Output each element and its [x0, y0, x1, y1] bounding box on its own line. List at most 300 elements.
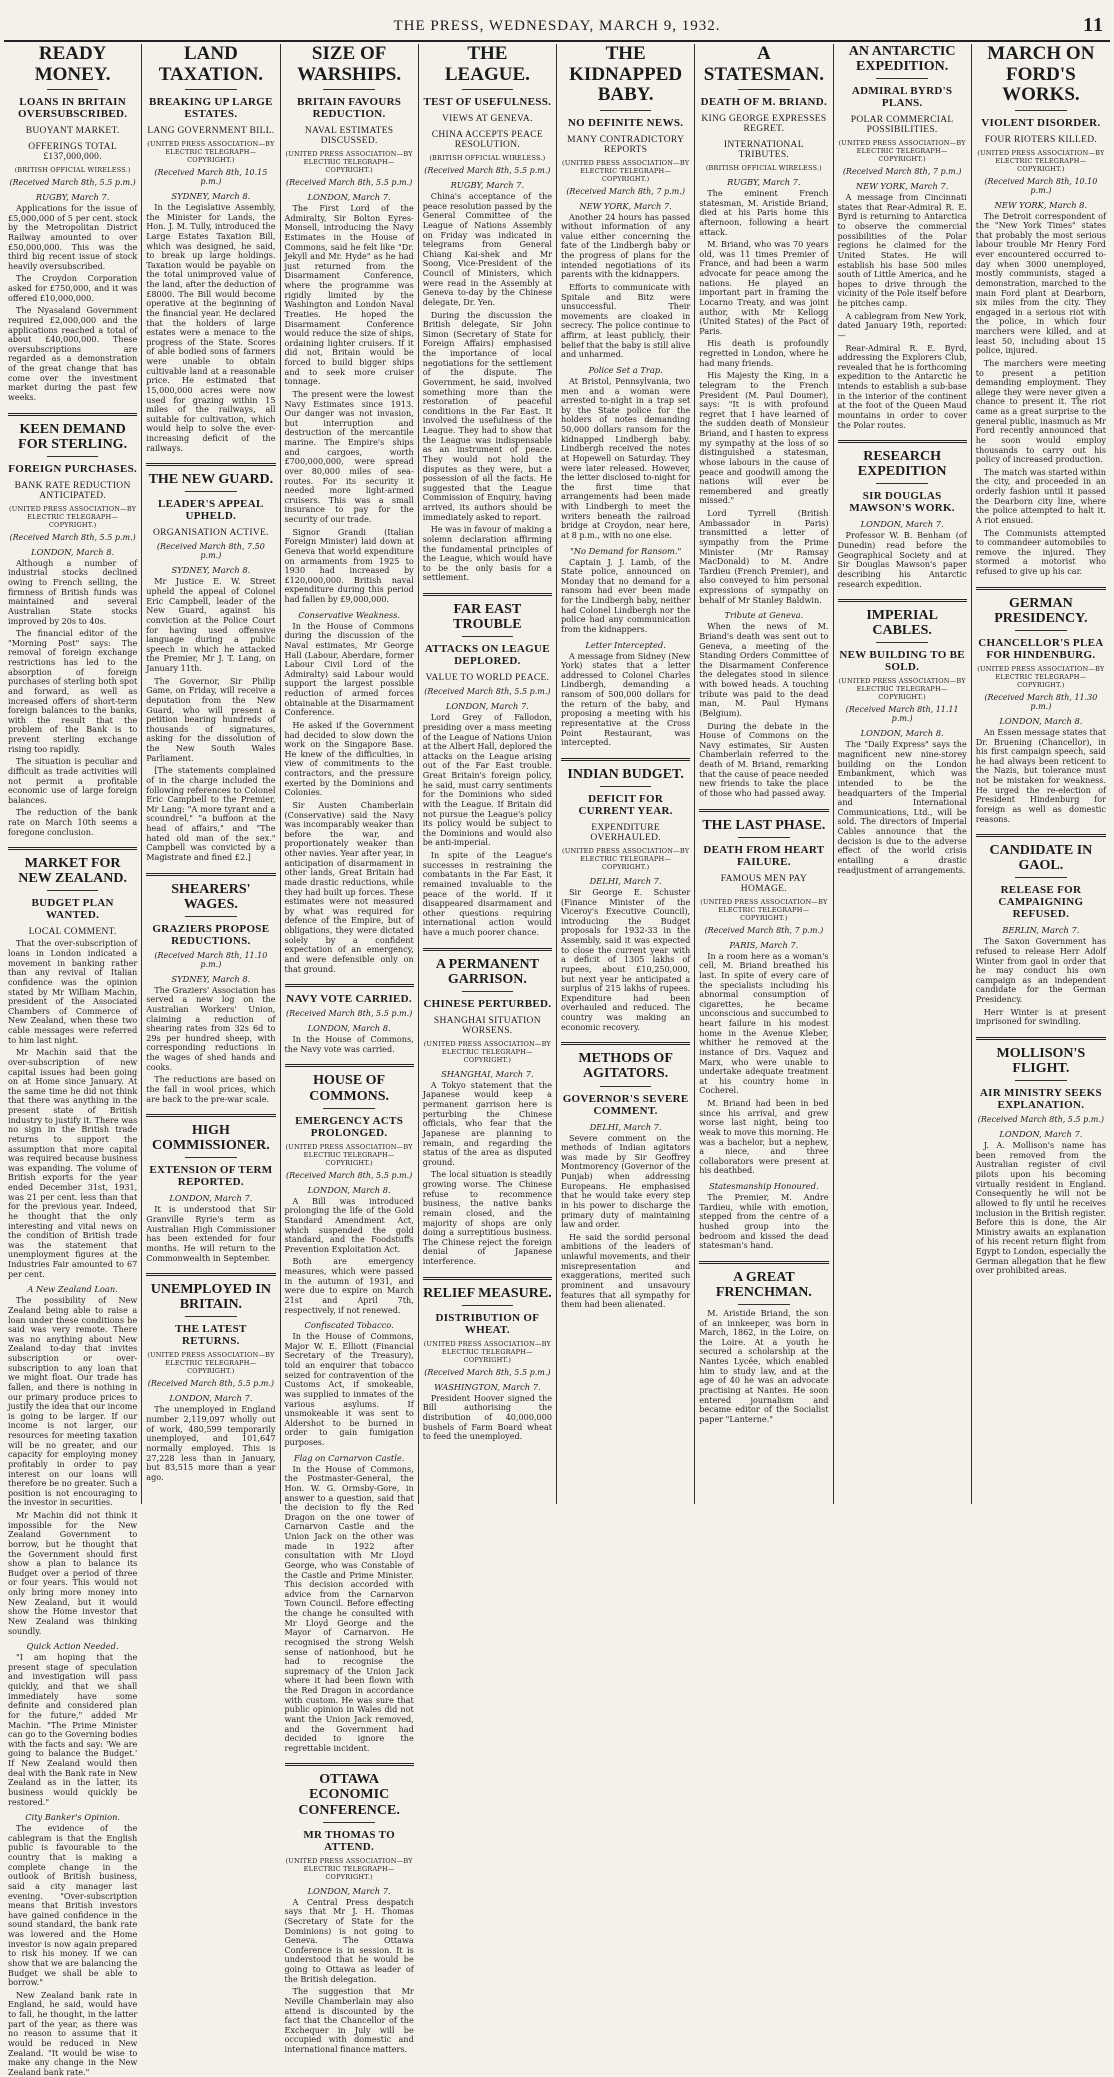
- article-divider: [285, 1763, 414, 1766]
- article: [8, 413, 137, 838]
- article-headline: IMPERIAL CABLES.: [866, 608, 938, 639]
- paragraph-subhead: LONDON, March 7.: [999, 1129, 1083, 1140]
- paragraph-subhead: SHANGHAI, March 7.: [441, 1068, 534, 1079]
- paragraph: It is understood that Sir Granville Ryrie's term as Australian High Commissioner has been extended for four months. He will return to the Commonwealth in September.: [146, 1204, 276, 1263]
- article-deck: POLAR COMMERCIAL POSSIBILITIES.: [850, 115, 954, 136]
- wire-credit: (UNITED PRESS ASSOCIATION—BY ELECTRIC TELEGRAPH—COPYRIGHT.): [838, 139, 966, 164]
- paragraph: Another 24 hours has passed without information of any value either concerning the fate of the Lindbergh baby or the progress of plans for the intended negotiations of its parents with the kidnappers.: [561, 211, 691, 280]
- masthead: [4, 4, 1110, 42]
- article-deck: CHINESE PERTURBED.: [423, 997, 552, 1010]
- headline-rule: [600, 1086, 652, 1087]
- paragraph: During the discussion the British delegate, Sir John Simon (Secretary of State for Foreign Affairs) emphasised the importance of local negotiations for the settlement of the dispute. The Government, he said, involved something more than the restoration of peaceful conditions in the Far East. It involved the usefulness of the League. They had to show that the League was indispensable as an instrument of peace. They would not hold the disputes as they were, but a possession of all the facts. He suggested that the League Commission of Enquiry, having arrived, its authors should be immediately asked to report.: [422, 309, 552, 522]
- article-headline: HIGH COMMISSIONER.: [151, 1123, 270, 1154]
- received-dateline: (Received March 8th, 7 p.m.): [704, 925, 824, 935]
- article-headline: RELIEF MEASURE.: [423, 1285, 552, 1301]
- headline-rule: [323, 1822, 375, 1823]
- paragraph: M. Briand, who was 70 years old, was 11 times Premier of France, and had been a warm advocate for peace among the nations. He played an important part in framing the Locarno Treaty, and was joint author, with Mr Kellogg (United States) of the Pact of Paris.: [699, 239, 829, 336]
- headline-rule: [323, 89, 375, 90]
- article: [423, 44, 552, 583]
- article-divider: [146, 873, 275, 876]
- received-dateline: (Received March 8th, 7 p.m.): [566, 186, 685, 196]
- paragraph: He said the sordid personal ambitions of the leaders of unlawful movements, and their misrepresentation and exaggerations, merited such prominent and unsavoury features that all sympathy for them had been alienated.: [561, 1231, 691, 1310]
- headline-rule: [600, 786, 652, 787]
- masthead-title: THE PRESS, WEDNESDAY, MARCH 9, 1932.: [393, 18, 721, 34]
- received-dateline: (Received March 8th, 7 p.m.): [842, 167, 962, 177]
- paragraph: In spite of the League's successes in restraining the combatants in the Far East, it remained invaluable to the peace of the world. If it disappeared disarmament and other questions requiring international action would have a much poorer chance.: [422, 850, 552, 937]
- article-headline: METHODS OF AGITATORS.: [578, 1051, 673, 1082]
- article-divider: [976, 587, 1106, 590]
- paragraph: Mr Machin did not think it impossible for the New Zealand Government to borrow, but he thought that the Government should first show a plan to balance its Budget over a period of three or four years. This would not only bring more money into New Zealand, but it would show the Home investor that New Zealand was thinking soundly.: [8, 1510, 138, 1636]
- article: [146, 873, 275, 1105]
- paragraph-subhead: RUGBY, March 7.: [727, 177, 801, 188]
- article-deck: BUOYANT MARKET.: [25, 126, 120, 137]
- paragraph: Sir George E. Schuster (Finance Minister of the Viceroy's Executive Council), introducing the Budget proposals for 1932-33 in the Assembly, said it was expected to close the current year with a deficit of 1305 lakhs of rupees, about £10,250,000, but next year he anticipated a surplus of 215 lakhs of rupees. Expenditure had been overhauled and reduced. The country was making an economic recovery.: [561, 886, 691, 1032]
- article: [699, 44, 828, 799]
- article-headline: LAND TAXATION.: [158, 43, 264, 85]
- article-headline: INDIAN BUDGET.: [567, 766, 684, 782]
- headline-rule: [462, 636, 514, 637]
- article-divider: [423, 593, 552, 596]
- paragraph-subhead: LONDON, March 7.: [445, 701, 529, 712]
- wire-credit: (UNITED PRESS ASSOCIATION—BY ELECTRIC TELEGRAPH—COPYRIGHT.): [977, 664, 1105, 689]
- page-number: 11: [1083, 14, 1104, 36]
- received-dateline: (Received March 8th, 7.50 p.m.): [156, 542, 265, 561]
- paragraph-subhead: Tribute at Geneva.: [724, 610, 804, 621]
- paragraph-subhead: LONDON, March 7.: [169, 1393, 253, 1404]
- article-deck: AIR MINISTRY SEEKS EXPLANATION.: [979, 1087, 1102, 1112]
- article: [146, 1273, 275, 1482]
- wire-credit: (UNITED PRESS ASSOCIATION—BY ELECTRIC TELEGRAPH—COPYRIGHT.): [423, 1339, 551, 1364]
- headline-rule: [600, 110, 652, 111]
- article-deck: NEW BUILDING TO BE SOLD.: [839, 649, 965, 674]
- paragraph: Lord Tyrrell (British Ambassador in Paris) transmitted a letter of sympathy from the Prime Minister (Mr Ramsay MacDonald) to M. Andre Tardieu (French Premier), and also conveyed to him personal expressions of sympathy on behalf of Mr Stanley Baldwin.: [699, 508, 829, 605]
- article-headline: MARCH ON FORD'S WORKS.: [987, 43, 1095, 106]
- paragraph: President Hoover signed the Bill authorising the distribution of 40,000,000 bushels of Farm Board wheat to feed the unemployed.: [422, 1392, 552, 1442]
- article: [699, 809, 828, 1251]
- paragraph-subhead: Conservative Weakness.: [298, 609, 401, 620]
- paragraph: The Premier, M. Andre Tardieu, while with emotion, stepped from the centre of a hushed group into the bedroom and kissed the dead statesman's hand.: [699, 1192, 829, 1251]
- column-4: [419, 44, 557, 1504]
- received-dateline: (Received March 8th, 5.5 p.m.): [424, 1367, 551, 1377]
- paragraph: In the House of Commons during the discussion of the Naval estimates, Mr George Hall (Labour, Aberdare, former Labour Civil Lord of the Admiralty) said Labour would support the largest possible reduction of armed forces obtainable at the Disarmament Conference.: [284, 620, 414, 718]
- article: [285, 44, 414, 974]
- article-deck: EXTENSION OF TERM REPORTED.: [149, 1164, 273, 1189]
- paragraph: The financial editor of the "Morning Post" says: The removal of foreign exchange restrictions has led to the absorption of foreign purchases of sterling both spot and forward, as well as increased offers of short-term foreign balances to the banks, with the result that the problem of the Bank is to prevent sterling exchange rising too rapidly.: [8, 628, 138, 754]
- wire-credit: (BRITISH OFFICIAL WIRELESS.): [14, 166, 131, 175]
- column-2: [142, 44, 280, 1504]
- article-divider: [838, 440, 967, 443]
- article: [146, 44, 275, 453]
- headline-rule: [47, 890, 99, 891]
- paragraph-subhead: LONDON, March 7.: [307, 1885, 391, 1896]
- received-dateline: (Received March 8th, 5.5 p.m.): [285, 1009, 413, 1019]
- article-divider: [699, 809, 828, 812]
- article: [285, 984, 414, 1054]
- paragraph-subhead: LONDON, March 7.: [860, 519, 944, 530]
- paragraph: When the news of M. Briand's death was sent out to Geneva, a meeting of the Standing Orders Committee of the Disarmament Conference the delegates stood in silence with bowed heads. A touching tribute was paid to the dead man, M. Paul Hymans (Belgium).: [699, 621, 829, 718]
- article-deck: SHANGHAI SITUATION WORSENS.: [433, 1015, 541, 1036]
- headline-rule: [876, 78, 928, 79]
- article-deck: FOUR RIOTERS KILLED.: [984, 134, 1098, 145]
- wire-credit: (UNITED PRESS ASSOCIATION—BY ELECTRIC TELEGRAPH—COPYRIGHT.): [423, 1039, 551, 1064]
- article: [285, 1064, 414, 1753]
- paragraph: A message from Cincinnati states that Rear-Admiral R. E. Byrd is returning to Antarctica to observe the commercial possibilities of the Polar regions he claimed for the United States. He will establish his base 500 miles south of Little America, and he hopes to drive through the vicinity of the Pole itself before he pitches camp.: [837, 192, 967, 309]
- article-divider: [976, 1037, 1106, 1040]
- paragraph: A Bill was introduced prolonging the life of the Gold Standard Amendment Act, which suspended the gold standard, and the Foodstuffs Prevention Exploitation Act.: [284, 1195, 414, 1254]
- article-divider: [285, 984, 414, 987]
- received-dateline: (Received March 8th, 11.10 p.m.): [154, 950, 268, 969]
- headline-rule: [185, 1157, 237, 1158]
- article: [423, 948, 552, 1267]
- paragraph: In the Legislative Assembly, the Minister for Lands, the Hon. J. M. Tully, introduced the Large Estates Taxation Bill, which was designed, he said, to break up large holdings. Taxation would be payable on the total unimproved value of the land, after the deduction of £8000. The Bill would become operative at the beginning of the financial year. He declared that the holders of large estates were a menace to the progress of the State. Scores of able bodied sons of farmers were unable to obtain cultivable land at a reasonable price. He estimated that 15,000,000 acres were now used for grazing within 15 miles of the railways, all suitable for cultivation, which would help to solve the ever-increasing deficit of the railways.: [146, 202, 276, 453]
- article-deck: SIR DOUGLAS MAWSON'S WORK.: [849, 490, 955, 515]
- article-headline: MOLLISON'S FLIGHT.: [996, 1045, 1086, 1077]
- paragraph-subhead: LONDON, March 7.: [307, 192, 391, 203]
- paragraph: A message from Sidney (New York) states that a letter addressed to Colonel Charles Lindbergh, demanding a ransom of 500,000 dollars for the return of the baby, and proposing a meeting with his representative at the Cross Point Restaurant, was intercepted.: [561, 650, 691, 748]
- article: [561, 758, 690, 1032]
- article-divider: [561, 1042, 690, 1045]
- article: [8, 847, 137, 2077]
- paragraph: The "Daily Express" says the magnificent new nine-storey building on the London Embankment, which was intended to be the headquarters of the Imperial and International Communications, Ltd., will be sold. The directors of Imperial Cables announce that the decision is due to the adverse effect of the world crisis entailing a drastic readjustment of arrangements.: [837, 739, 967, 875]
- paragraph: In the House of Commons, the Navy vote was carried.: [284, 1034, 414, 1054]
- paragraph: M. Aristide Briand, the son of an innkeeper, was born in March, 1862, in the Loire, on the Loire. At a youth he secured a scholarship at the Nantes Lycée, which enabled him to study law, and at the age of 40 he was an advocate practising at Nantes. He soon entered journalism and became editor of the Socialist paper "Lanterne.": [699, 1307, 829, 1424]
- paragraph: Lord Grey of Fallodon, presiding over a mass meeting of the League of Nations Union at the Albert Hall, deplored the attacks on the League arising out of the Far East trouble. Great Britain's foreign policy, he said, must carry sentiments for the Dominions who sided with the League. If Britain did not pursue the League's policy its policy would be subject to the Dominions and would also be anti-imperial.: [422, 712, 552, 848]
- article-deck: ORGANISATION ACTIVE.: [152, 528, 269, 539]
- headline-rule: [185, 89, 237, 90]
- article-headline: MARKET FOR NEW ZEALAND.: [18, 856, 127, 887]
- paragraph: Herr Winter is at present imprisoned for swindling.: [975, 1006, 1106, 1027]
- article-divider: [423, 948, 552, 951]
- article-headline: SIZE OF WARSHIPS.: [297, 43, 402, 85]
- article-deck: RELEASE FOR CAMPAIGNING REFUSED.: [998, 884, 1084, 921]
- paragraph: An Essen message states that Dr. Bruening (Chancellor), in his first campaign speech, said he had always been reticent to the Nazis, but tolerance must not be mistaken for weakness. He urged the re-election of President Hindenburg for foreign as well as domestic reasons.: [975, 726, 1106, 824]
- paragraph: Signor Grandi (Italian Foreign Minister) laid down at Geneva that world expenditure on armaments from 1925 to 1930 had increased by £120,000,000. British naval expenditure during this period had fallen by £9,000,000.: [284, 526, 414, 605]
- article-deck: DEATH FROM HEART FAILURE.: [703, 843, 825, 868]
- article: [423, 1277, 552, 1442]
- column-6: [695, 44, 833, 1504]
- wire-credit: (UNITED PRESS ASSOCIATION—BY ELECTRIC TELEGRAPH—COPYRIGHT.): [147, 1351, 275, 1376]
- headline-rule: [462, 991, 514, 992]
- article: [561, 44, 690, 748]
- article-headline: UNEMPLOYED IN BRITAIN.: [150, 1282, 271, 1313]
- article-headline: THE LEAGUE.: [444, 43, 530, 85]
- article-divider: [146, 1273, 275, 1276]
- paragraph-subhead: Police Set a Trap.: [588, 364, 663, 375]
- paragraph-subhead: LONDON, March 8.: [31, 546, 115, 557]
- paragraph: The Nyasaland Government required £2,000,000 and the applications reached a total of about £40,000,000. These oversubscriptions are regarded as a demonstration of the great change that has come over the investment market during the past few weeks.: [8, 305, 138, 402]
- paragraph-subhead: City Banker's Opinion.: [25, 1812, 121, 1823]
- column-3: [281, 43, 419, 2055]
- paragraph: Rear-Admiral R. E. Byrd, addressing the Explorers Club, revealed that he is forthcoming expedition to the Antarctic he intends to establish a sub-base in the interior of the continent at the foot of the Queen Maud mountains in order to cover the Polar routes.: [837, 342, 967, 430]
- received-dateline: (Received March 8th, 5.5 p.m.): [9, 532, 136, 542]
- wire-credit: (UNITED PRESS ASSOCIATION—BY ELECTRIC TELEGRAPH—COPYRIGHT.): [700, 897, 828, 922]
- article-headline: THE KIDNAPPED BABY.: [569, 43, 683, 106]
- paragraph-subhead: Letter Intercepted.: [585, 639, 666, 650]
- paragraph: The unemployed in England number 2,119,097 wholly out of work, 480,599 temporarily unemployed, and 101,647 normally employed. This is 27,228 less than in January, but 83,515 more than a year ago.: [146, 1404, 276, 1482]
- headline-rule: [47, 89, 99, 90]
- article-deck: BUDGET PLAN WANTED.: [31, 897, 114, 922]
- columns-container: [4, 43, 1110, 2077]
- article: [838, 440, 967, 589]
- wire-credit: (UNITED PRESS ASSOCIATION—BY ELECTRIC TELEGRAPH—COPYRIGHT.): [285, 1142, 413, 1167]
- received-dateline: (Received March 8th, 5.5 p.m.): [285, 178, 413, 188]
- received-dateline: (Received March 8th, 5.5 p.m.): [147, 1379, 274, 1389]
- paragraph: The Saxon Government has refused to release Herr Adolf Winter from gaol in order that he may conduct his own campaign as an independent candidate for the German Presidency.: [975, 936, 1106, 1005]
- headline-rule: [1015, 877, 1067, 878]
- paragraph: "I am hoping that the present stage of speculation and investigation will pass quickly, and that we shall immediately have some definite and considered plan for the future," added Mr Machin. "The Prime Minister can go to the Governing bodies with the facts and say: 'We are going to balance the Budget.' If New Zealand would then deal with the Bank rate in New Zealand as in the latter, its business would quickly be restored.": [8, 1652, 138, 1807]
- article-deck: VIEWS AT GENEVA.: [442, 114, 533, 125]
- paragraph-subhead: RUGBY, March 7.: [450, 180, 525, 191]
- article-divider: [699, 1261, 828, 1264]
- article: [8, 44, 137, 403]
- paragraph-subhead: LONDON, March 8.: [307, 1023, 391, 1034]
- article: [976, 587, 1106, 824]
- article-deck: NO DEFINITE NEWS.: [567, 116, 684, 129]
- paragraph: The Communists attempted to commandeer automobiles to remove the injured. They stormed a motorist who refused to give up his car.: [975, 527, 1106, 577]
- paragraph: He was in favour of making a solemn declaration affirming the fundamental principles of the League, which would have to be the only basis for a settlement.: [422, 524, 552, 583]
- paragraph-subhead: LONDON, March 7.: [169, 1193, 253, 1204]
- article-deck: LEADER'S APPEAL UPHELD.: [158, 498, 264, 523]
- paragraph-subhead: DELHI, March 7.: [589, 1121, 662, 1132]
- paragraph-subhead: "No Demand for Ransom.": [569, 545, 682, 556]
- article-headline: AN ANTARCTIC EXPEDITION.: [848, 44, 956, 75]
- article-deck: NAVY VOTE CARRIED.: [286, 993, 412, 1006]
- paragraph: [The statements complained of in the charge included the following references to Colonel Eric Campbell to the Premier, Mr Lang: "A more tyrant and a scoundrel," "a buffoon at the head of affairs," and "The hated old man of the sex." Campbell was convicted by a Magistrate and fined £2.]: [146, 765, 276, 862]
- article-divider: [8, 847, 137, 850]
- paragraph: The Governor, Sir Philip Game, on Friday, will receive a deputation from the New Guard, who will present a petition bearing hundreds of thousands of signatures, asking for the dissolution of the New South Wales Parliament.: [146, 675, 276, 763]
- paragraph-subhead: BERLIN, March 7.: [1002, 925, 1080, 936]
- paragraph-subhead: LONDON, March 8.: [860, 728, 944, 739]
- headline-rule: [738, 1304, 790, 1305]
- article-deck: INTERNATIONAL TRIBUTES.: [723, 140, 804, 161]
- received-dateline: (Received March 8th, 5.5 p.m.): [424, 166, 551, 176]
- paragraph: The marchers were meeting to present a petition demanding employment. They allege they were never given a chance to present it. The riot came as a great surprise to the general public, inasmuch as Mr Ford recently announced that he soon would employ thousands to carry out his policy of increased production.: [975, 357, 1106, 465]
- article-headline: CANDIDATE IN GAOL.: [989, 843, 1093, 874]
- article-headline: FAR EAST TROUBLE: [453, 602, 522, 633]
- article-deck: ATTACKS ON LEAGUE DEPLORED.: [424, 643, 550, 668]
- received-dateline: (Received March 8th, 5.5 p.m.): [424, 687, 551, 697]
- column-8: [972, 44, 1110, 1504]
- article-divider: [561, 758, 690, 761]
- received-dateline: (Received March 8th, 10.15 p.m.): [154, 168, 268, 187]
- article-deck: MANY CONTRADICTORY REPORTS: [567, 134, 685, 155]
- received-dateline: (Received March 8th, 10.10 p.m.): [984, 176, 1098, 195]
- paragraph: In the House of Commons, the Postmaster-General, the Hon. W. G. Ormsby-Gore, in answer to a question, said that the decision to fly the Red Dragon on the one tower of Carnarvon Castle and the Union Jack on the other was made in 1922 after consultation with Mr Lloyd George, who was Constable of the Castle and Prime Minister. This decision accorded with advice from the Carnarvon Town Council. Before effecting the change he consulted with Mr Lloyd George and the Mayor of Carnarvon. He recognised the strong Welsh sense of nationhood, but he had to recognise the supremacy of the Union Jack where it had been flown with the Red Dragon in accordance with custom. He was sure that public opinion in Wales did not want the Union Jack removed, and the Government had decided to ignore the regrettable incident.: [284, 1463, 414, 1753]
- article-deck: BREAKING UP LARGE ESTATES.: [149, 96, 273, 121]
- paragraph: The Graziers' Association has served a new log on the Australian Workers' Union, claiming a reduction of shearing rates from 32s 6d to 29s per hundred sheep, with corresponding reductions in the wages of shed hands and cooks.: [146, 984, 276, 1072]
- paragraph-subhead: WASHINGTON, March 7.: [434, 1381, 541, 1392]
- article-headline: KEEN DEMAND FOR STERLING.: [18, 421, 128, 452]
- article-deck: VALUE TO WORLD PEACE.: [425, 673, 550, 684]
- article-headline: RESEARCH EXPEDITION: [857, 449, 947, 480]
- paragraph: A cablegram from New York, dated January 19th, reported:—: [837, 310, 967, 340]
- wire-credit: (UNITED PRESS ASSOCIATION—BY ELECTRIC TELEGRAPH—COPYRIGHT.): [977, 148, 1105, 173]
- received-dateline: (Received March 8th, 11.11 p.m.): [845, 705, 959, 724]
- paragraph: In the House of Commons, Major W. E. Elliott (Financial Secretary of the Treasury), told an enquirer that tobacco seized for contravention of the Customs Act, if smokeable, was supplied to inmates of the various asylums. If unsmokeable it was sent to Aldershot to be burned in order to gain fumigation purposes.: [284, 1331, 414, 1447]
- paragraph-subhead: A New Zealand Loan.: [27, 1284, 118, 1295]
- article-deck: LOCAL COMMENT.: [28, 927, 117, 938]
- article-deck: GRAZIERS PROPOSE REDUCTIONS.: [152, 922, 270, 947]
- paragraph: His death is profoundly regretted in London, where he had many friends.: [699, 338, 829, 368]
- paragraph-subhead: NEW YORK, March 8.: [994, 199, 1088, 210]
- paragraph-subhead: NEW YORK, March 7.: [855, 181, 949, 192]
- paragraph: A Tokyo statement that the Japanese would keep a permanent garrison here is perturbing the Chinese officials, who fear that the Japanese are planning to remain, and regarding the status of the area as disputed ground.: [422, 1079, 552, 1167]
- article: [699, 1261, 828, 1425]
- paragraph: The First Lord of the Admiralty, Sir Bolton Eyres-Monsell, introducing the Navy Estimates in the House of Commons, said he felt like "Dr. Jekyll and Mr. Hyde" as he had just returned from the Disarmament Conference, where the programme was rigidly limited by the Washington and London Naval Treaties. He hoped the Disarmament Conference would reduce the size of ships, ordaining lighter cruisers. If it did not, Britain would be forced to build bigger ships and to seek more cruiser tonnage.: [284, 203, 414, 387]
- article-divider: [146, 1114, 275, 1117]
- paragraph: Captain J. J. Lamb, of the State police, announced on Monday that no demand for a ransom had ever been made for the Lindbergh baby, neither had Colonel Lindbergh nor the police had any communication from the kidnappers.: [561, 556, 691, 634]
- column-7: [834, 44, 972, 1504]
- article-divider: [838, 599, 967, 602]
- received-dateline: (Received March 8th, 11.30 p.m.): [984, 692, 1098, 711]
- paragraph-subhead: SYDNEY, March 8.: [171, 565, 251, 576]
- article-deck: LANG GOVERNMENT BILL.: [147, 126, 275, 137]
- article-deck: FOREIGN PURCHASES.: [8, 462, 138, 475]
- paragraph: Although a number of industrial stocks declined owing to French selling, the firmness of British funds was maintained and several Australian State stocks improved by 20s to 40s.: [8, 557, 138, 626]
- paragraph: The evidence of the cablegram is that the English public is favourable to the country that is making a complete change in the outlook of British business, said a city manager last evening. "Over-subscription means that British investors have gained confidence in the sound standard, the bank rate was lowered and the Home investor is now again prepared to risk his money. If we can show that we are balancing the Budget we shall be able to borrow.": [8, 1823, 138, 1988]
- article-headline: GERMAN PRESIDENCY.: [994, 595, 1088, 626]
- headline-rule: [1015, 1080, 1067, 1081]
- headline-rule: [185, 916, 237, 917]
- article-headline: OTTAWA ECONOMIC CONFERENCE.: [298, 1772, 400, 1818]
- headline-rule: [738, 89, 790, 90]
- article-headline: HOUSE OF COMMONS.: [309, 1073, 389, 1104]
- column-1: [4, 43, 142, 2077]
- article-divider: [423, 1277, 552, 1280]
- article: [976, 1037, 1106, 1276]
- wire-credit: (BRITISH OFFICIAL WIRELESS.): [705, 164, 822, 173]
- headline-rule: [185, 1316, 237, 1317]
- article-deck: MR THOMAS TO ATTEND.: [303, 1828, 395, 1853]
- paragraph: He asked if the Government had decided to slow down the work on the Singapore Base. He knew of the difficulties, in view of commitments to the contractors, and the pressure exerted by the Dominions and Colonies.: [284, 719, 414, 798]
- headline-rule: [1015, 110, 1067, 111]
- article-deck: CHINA ACCEPTS PEACE RESOLUTION.: [431, 130, 544, 151]
- article: [146, 463, 275, 862]
- article-deck: TEST OF USEFULNESS.: [423, 96, 552, 109]
- wire-credit: (UNITED PRESS ASSOCIATION—BY ELECTRIC TELEGRAPH—COPYRIGHT.): [147, 140, 275, 165]
- paragraph-subhead: NEW YORK, March 7.: [579, 200, 672, 211]
- article: [561, 1042, 690, 1309]
- headline-rule: [738, 837, 790, 838]
- headline-rule: [462, 1305, 514, 1306]
- article: [423, 593, 552, 938]
- wire-credit: (UNITED PRESS ASSOCIATION—BY ELECTRIC TELEGRAPH—COPYRIGHT.): [562, 846, 690, 871]
- article-deck: ADMIRAL BYRD'S PLANS.: [851, 85, 953, 110]
- paragraph: At Bristol, Pennsylvania, two men and a woman were arrested to-night in a trap set by the State police for the holders of notes demanding 50,000 dollars ransom for the kidnapped Lindbergh baby. Lindbergh received the notes at Hopewell on Saturday. They were later released. However, the letter disclosed to-night for the first time that arrangements had been made with Lindbergh to meet the writers beneath the railroad bridge at Croydon, near here, at 8 p.m., with no one else.: [561, 375, 691, 540]
- paragraph: The match was started within the city, and proceeded in an orderly fashion until it passed the Dearborn city line, where the police attempted to halt it. A riot ensued.: [975, 466, 1106, 525]
- article-deck: DISTRIBUTION OF WHEAT.: [435, 1311, 540, 1336]
- article: [976, 44, 1106, 577]
- newspaper-page: [4, 4, 1110, 2077]
- article-deck: DEFICIT FOR CURRENT YEAR.: [578, 792, 673, 817]
- article-deck: EXPENDITURE OVERHAULED.: [590, 822, 661, 843]
- received-dateline: (Received March 8th, 5.5 p.m.): [285, 1170, 413, 1180]
- article-deck: THE LATEST RETURNS.: [175, 1323, 247, 1348]
- wire-credit: (BRITISH OFFICIAL WIRELESS.): [429, 154, 546, 163]
- article-deck: EMERGENCY ACTS PROLONGED.: [295, 1114, 404, 1139]
- headline-rule: [47, 456, 99, 457]
- article: [838, 599, 967, 875]
- article-headline: READY MONEY.: [34, 43, 111, 85]
- paragraph: Both are emergency measures, which were passed in the autumn of 1931, and were due to expire on March 21st and April 7th, respectively, if not renewed.: [284, 1256, 414, 1315]
- paragraph-subhead: Statesmanship Honoured.: [709, 1181, 819, 1192]
- article-headline: A STATESMAN.: [703, 43, 824, 85]
- headline-rule: [462, 89, 514, 90]
- article-deck: GOVERNOR'S SEVERE COMMENT.: [562, 1092, 689, 1117]
- paragraph: That the over-subscription of loans in London indicated a movement in banking rather than any revival of Italian confidence was the opinion stated by Mr William Machin, president of the Associated Chambers of Commerce of New Zealand, when these two cable messages were referred to him last night.: [8, 938, 138, 1045]
- received-dateline: (Received March 8th, 5.5 p.m.): [9, 178, 136, 188]
- paragraph: Mr Justice E. W. Street upheld the appeal of Colonel Eric Campbell, leader of the New Guard, against his conviction at the Police Court for having used offensive language during a public speech in which he attacked the Premier, Mr J. T. Lang, on January 11th.: [146, 576, 276, 674]
- paragraph-subhead: SYDNEY, March 8.: [171, 191, 251, 202]
- paragraph-subhead: Confiscated Tobacco.: [304, 1320, 394, 1331]
- wire-credit: (UNITED PRESS ASSOCIATION—BY ELECTRIC TELEGRAPH—COPYRIGHT.): [838, 677, 966, 702]
- article: [285, 1763, 414, 2054]
- paragraph: J. A. Mollison's name has been removed from the Australian register of civil pilots upon his becoming virtually resident in England. Consequently he will not be allowed to fly until he receives inclusion in the British register. Before this is done, the Air Ministry awaits an explanation of his recent return flight from Egypt to London, especially the German allegation that he flew over prohibited areas.: [975, 1140, 1106, 1276]
- paragraph-subhead: LONDON, March 8.: [999, 715, 1083, 726]
- paragraph: The eminent French statesman, M. Aristide Briand, died at his Paris home this afternoon, following a heart attack.: [699, 188, 829, 237]
- wire-credit: (UNITED PRESS ASSOCIATION—BY ELECTRIC TELEGRAPH—COPYRIGHT.): [9, 504, 137, 529]
- paragraph: The present were the lowest Navy Estimates since 1913. Our danger was not invasion, but interruption and destruction of the mercantile marine. The Empire's ships and cargoes, worth £700,000,000, were spread over 80,000 miles of sea-routes. For its security it needed more light-armed cruisers. This was a small insurance to pay for the security of our trade.: [284, 388, 414, 525]
- paragraph: China's acceptance of the peace resolution passed by the General Committee of the League of Nations Assembly on Friday was indicated in telegrams from General Chiang Kai-shek and Mr Soong, Vice-President of the Council of Ministers, which were read in the Assembly at Geneva to-day by the Chinese delegate, Dr. Yen.: [422, 191, 552, 307]
- paragraph: The local situation is steadily growing worse. The Chinese refuse to recommence business, the native banks remain closed, and the majority of shops are only doing a surreptitious business. The Chinese reject the foreign denial of Japanese interference.: [422, 1169, 552, 1267]
- article-deck: CHANCELLOR'S PLEA FOR HINDENBURG.: [978, 636, 1104, 661]
- article-divider: [146, 463, 275, 466]
- paragraph: The reduction of the bank rate on March 10th seems a foregone conclusion.: [8, 807, 138, 837]
- article-divider: [976, 834, 1106, 837]
- article-headline: A GREAT FRENCHMAN.: [715, 1269, 812, 1300]
- article: [976, 834, 1106, 1027]
- headline-rule: [1015, 630, 1067, 631]
- headline-rule: [323, 1108, 375, 1109]
- paragraph-subhead: Flag on Carnarvon Castle.: [293, 1452, 405, 1463]
- article-deck: VIOLENT DISORDER.: [981, 116, 1101, 129]
- article: [146, 1114, 275, 1263]
- wire-credit: (UNITED PRESS ASSOCIATION—BY ELECTRIC TELEGRAPH—COPYRIGHT.): [562, 158, 690, 183]
- paragraph: Severe comment on the methods of Indian agitators was made by Sir Geoffrey Montmorency (Governor of the Punjab) when addressing Europeans. He emphasised that he would take every step in his power to discharge the primary duty of maintaining law and order.: [561, 1132, 691, 1230]
- paragraph-subhead: LONDON, March 8.: [307, 1184, 391, 1195]
- paragraph: The situation is peculiar and difficult as trade activities will not permit a profitable economic use of large foreign balances.: [8, 756, 138, 805]
- paragraph: Efforts to communicate with Spitale and Bitz were unsuccessful. Their movements are cloaked in secrecy. The police continue to affirm, at least publicly, their belief that the baby is still alive and unharmed.: [561, 281, 691, 360]
- article-deck: OFFERINGS TOTAL £137,000,000.: [28, 142, 117, 163]
- paragraph: His Majesty the King, in a telegram to the French President (M. Paul Doumer), says: "It is with profound regret that I have learned of the sudden death of Monsieur Briand, and I hasten to express my sympathy at the loss of so distinguished a statesman, whose labours in the cause of peace and goodwill among the nations will ever be remembered and greatly missed.": [699, 370, 829, 506]
- paragraph: The possibility of New Zealand being able to raise a loan under these conditions he said was very remote. There was no anything about New Zealand to-day that invites subscription or over-subscription to any loan that we might float. Our trade has fallen, and there is nothing in our primary produce prices to justify the idea that our income is going to be larger. If our income is not larger, our resources for meeting taxation will be no greater, and our capacity for employing money profitably in order to pay interest on our loans will therefore be no greater. Such a position is not encouraging to the investor in securities.: [8, 1295, 138, 1508]
- article-deck: NAVAL ESTIMATES DISCUSSED.: [304, 126, 394, 147]
- paragraph: Professor W. B. Benham (of Dunedin) read before the Geographical Society and at Sir Douglas Mawson's paper describing his Antarctic research expedition.: [837, 530, 967, 589]
- paragraph-subhead: PARIS, March 7.: [729, 939, 799, 950]
- paragraph: The Croydon Corporation asked for £750,000, and it was offered £10,000,000.: [8, 273, 138, 303]
- paragraph: During the debate in the House of Commons on the Navy estimates, Sir Austen Chamberlain referred to the death of M. Briand, remarking that the cause of peace needed new friends to take the place of those who had passed away.: [699, 720, 829, 798]
- wire-credit: (UNITED PRESS ASSOCIATION—BY ELECTRIC TELEGRAPH—COPYRIGHT.): [285, 150, 413, 175]
- paragraph-subhead: Quick Action Needed.: [26, 1641, 119, 1652]
- paragraph: Applications for the issue of £5,000,000 of 5 per cent. stock by the Metropolitan District Railway amounted to over £50,000,000. This was the third big recent issue of stock heavily oversubscribed.: [8, 203, 138, 271]
- paragraph: In a room here as a woman's cell, M. Briand breathed his last. In spite of every care of the specialists including his abnormal consumption of cigarettes, he became unconscious and succumbed to heart failure in his modest home in the Avenue Kleber, whither he removed at the instance of Drs. Vaquez and Marx, who were unable to undertake adequate treatment at his country home in Cocherel.: [699, 950, 829, 1096]
- paragraph: Sir Austen Chamberlain (Conservative) said the Navy was incomparably weaker than before the war, and proportionately weaker than other navies. Year after year, in anticipation of disarmament in other lands, Great Britain had made drastic reductions, while they had built up forces. These estimates were not measured by what was required for defence of the Empire, but of obligations, they were dictated solely by a confident expectation of an emergency, and were defensible only on that ground.: [284, 799, 414, 974]
- headline-rule: [185, 491, 237, 492]
- article-headline: THE LAST PHASE.: [702, 817, 826, 833]
- headline-rule: [876, 483, 928, 484]
- article-deck: LOANS IN BRITAIN OVERSUBSCRIBED.: [17, 96, 128, 121]
- paragraph: A Central Press despatch says that Mr J. H. Thomas (Secretary of State for the Dominions) is not going to Geneva. The Ottawa Conference is in session. It is understood that he would be going to Ottawa as leader of the British delegation.: [284, 1896, 414, 1984]
- article-headline: SHEARERS' WAGES.: [171, 881, 251, 912]
- article-headline: A PERMANENT GARRISON.: [435, 956, 539, 987]
- paragraph-subhead: RUGBY, March 7.: [35, 192, 110, 203]
- article-deck: DEATH OF M. BRIAND.: [700, 96, 828, 109]
- paragraph: The Detroit correspondent of the "New York Times" states that probably the most serious labour trouble Mr Henry Ford ever encountered occurred to-day when 3000 unemployed, mostly communists, staged a demonstration, marched to the main Ford plant at Dearborn, six miles from the city. They engaged in a serious riot with the police, in which four marchers were killed, and at least 50, including about 15 police, injured.: [975, 210, 1106, 356]
- article-deck: FAMOUS MEN PAY HOMAGE.: [720, 873, 807, 894]
- paragraph: The reductions are based on the fall in wool prices, which are back to the pre-war scale.: [146, 1074, 276, 1104]
- article-divider: [8, 413, 137, 416]
- paragraph-subhead: SYDNEY, March 8.: [171, 973, 251, 984]
